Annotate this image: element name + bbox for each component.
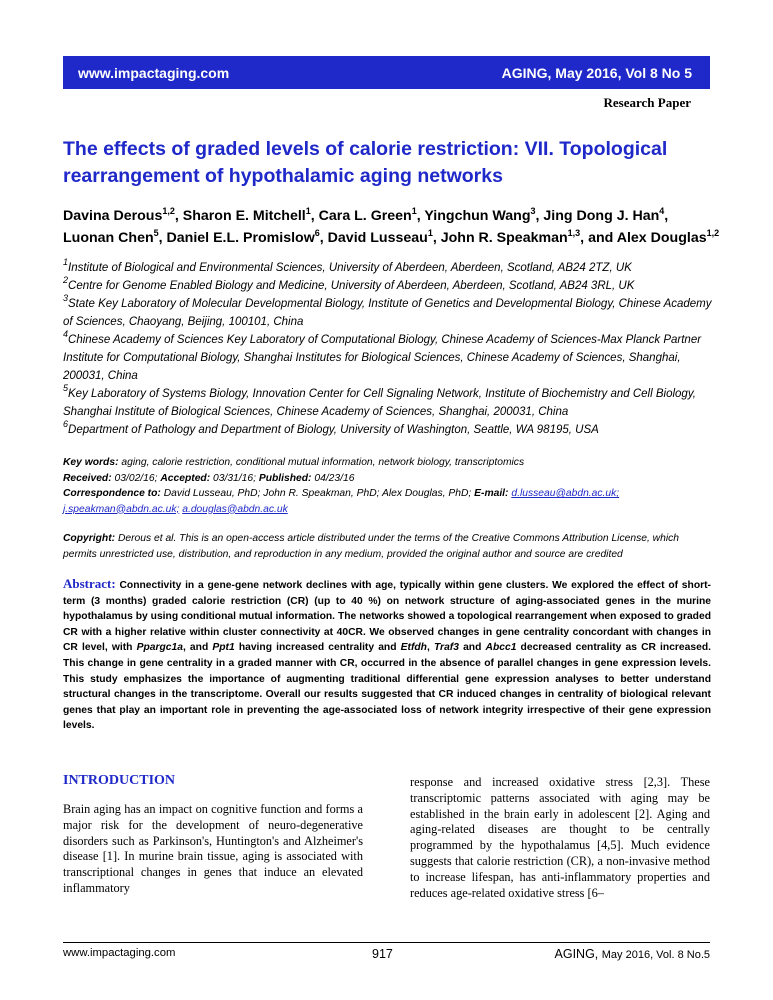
page-number: 917 [372, 947, 393, 961]
author-list: Davina Derous$^{1,2}$, Sharon E. Mitchell$^1$, Cara L. Green$^1$, Yingchun Wang$^3$, Jing Dong J. Han$^4$, Luonan Chen$^5$, Daniel E.L. Promislow$^6$, David Lusseau$^1$, John R. Speakman$^{1,3}$, and Alex Douglas$^{1,2}$ [63, 206, 720, 246]
email-link[interactable]: a.douglas@abdn.ac.uk [182, 503, 288, 515]
copyright: Copyright: Derous et al. This is an open-access article distributed under the terms of the Creative Commons Attribution License, which permits unrestricted use, distribution, and reproduction in any medium, provided the original author and source are credited [63, 533, 679, 560]
email-link[interactable]: d.lusseau@abdn.ac.uk; [511, 488, 620, 499]
gene-name: Abcc1 [485, 642, 517, 654]
article-metadata [63, 455, 723, 517]
affiliation: $^6$Department of Pathology and Department of Biology, University of Washington, Seattle, WA 98195, USA [63, 419, 599, 436]
gene-name: Traf3 [433, 642, 459, 654]
author: Davina Derous [63, 208, 163, 224]
abstract-label: Abstract: [63, 576, 116, 591]
author: Luonan Chen [63, 230, 154, 246]
author: Cara L. Green [318, 208, 412, 224]
keywords: Key words: aging, calorie restriction, conditional mutual information, network biology, transcriptomics [63, 457, 525, 468]
affiliations [63, 259, 723, 439]
author: David Lusseau [327, 230, 428, 246]
gene-name: Etfdh [400, 642, 427, 654]
body-text-right-column: response and increased oxidative stress [2,3]. These transcriptomic patterns associated with aging may be established in the brain early in adolescent [2]. Aging and aging-related diseases are thought to be centrally programmed by the hypothalamus [4,5]. Much evidence suggests that calorie restriction (CR), a non-invasive method to increase lifespan, has anti-inflammatory properties and reduces age-related oxidative stress [6– [410, 775, 710, 900]
affiliation: $^2$Centre for Genome Enabled Biology and Medicine, University of Aberdeen, Aberdeen, Scotland, AB24 3RL, UK [63, 275, 635, 292]
affiliation: $^5$Key Laboratory of Systems Biology, Innovation Center for Cell Signaling Network, Institute of Biochemistry and Cell Biology, Shanghai Institute of Biological Sciences, Chinese Academy of Sciences, Shanghai, 200031, China [63, 383, 696, 418]
author: Jing Dong J. Han [543, 208, 660, 224]
author: Alex Douglas [616, 230, 707, 246]
footer-site-link[interactable]: www.impactaging.com [63, 947, 176, 959]
section-heading-introduction: INTRODUCTION [63, 773, 176, 788]
article-type: Research Paper [603, 95, 691, 110]
affiliation: $^4$Chinese Academy of Sciences Key Laboratory of Computational Biology, Chinese Academy of Sciences-Max Planck Partner Institute for Computational Biology, Shanghai Institutes for Biological Sciences, Chinese Academy of Sciences, Shanghai, 200031, China [63, 329, 702, 382]
affiliation: $^1$Institute of Biological and Environmental Sciences, University of Aberdeen, Aberdeen, Scotland, AB24 2TZ, UK [63, 257, 632, 274]
author: John R. Speakman [440, 230, 568, 246]
header-journal-issue: AGING, May 2016, Vol 8 No 5 [501, 65, 692, 81]
affiliation: $^3$State Key Laboratory of Molecular Developmental Biology, Institute of Genetics and Developmental Biology, Chinese Academy of Sciences, Chaoyang, Beijing, 100101, China [63, 293, 712, 328]
author: Sharon E. Mitchell [182, 208, 306, 224]
email-link[interactable]: j.speakman@abdn.ac.uk; [63, 503, 180, 515]
dates: Received: 03/02/16; Accepted: 03/31/16; Published: 04/23/16 [63, 472, 355, 484]
correspondence: Correspondence to: David Lusseau, PhD; John R. Speakman, PhD; Alex Douglas, PhD; E-mail: d.lusseau@abdn.ac.uk; j.speakman@abdn.ac.uk; a.douglas@abdn.ac.uk [63, 488, 620, 515]
journal-header-bar [63, 56, 710, 89]
abstract: Abstract: Connectivity in a gene-gene network declines with age, typically within gene clusters. We explored the effect of short-term (3 months) graded calorie restriction (CR) (up to 40 %) on network structure of aging-associated genes in the murine hypothalamus by using conditional mutual information. The networks showed a topological rearrangement when exposed to graded CR with a higher relative within cluster connectivity at 40CR. We observed changes in gene centrality concordant with changes in CR level, with Ppargc1a, and Ppt1 having increased centrality and Etfdh, Traf3 and Abcc1 decreased centrality as CR increased. This change in gene centrality in a graded manner with CR, occurred in the absence of parallel changes in gene expression levels. This study emphasizes the importance of augmenting traditional differential gene expression analyses to better understand structural changes in the transcriptome. Overall our results suggested that CR induced changes in centrality of biological relevant genes that play an important role in preventing the age-associated loss of network integrity irrespective of their gene expression levels. [63, 576, 711, 732]
header-site-link[interactable]: www.impactaging.com [78, 65, 230, 81]
article-title: The effects of graded levels of calorie restriction: VII. Topological rearrangement of hypothalamic aging networks [63, 138, 668, 187]
body-text-left-column: Brain aging has an impact on cognitive function and forms a major risk for the development of neuro-degenerative disorders such as Parkinson's, Huntington's and Alzheimer's disease [1]. In murine brain tissue, aging is associated with transcriptional changes in genes that induce an elevated inflammatory [63, 802, 363, 895]
footer-journal-issue: AGING, May 2016, Vol. 8 No.5 [554, 947, 710, 961]
author: Daniel E.L. Promislow [166, 230, 315, 246]
author: Yingchun Wang [424, 208, 531, 224]
footer-divider [63, 942, 710, 943]
gene-name: Ppt1 [212, 642, 235, 654]
gene-name: Ppargc1a [136, 642, 183, 654]
